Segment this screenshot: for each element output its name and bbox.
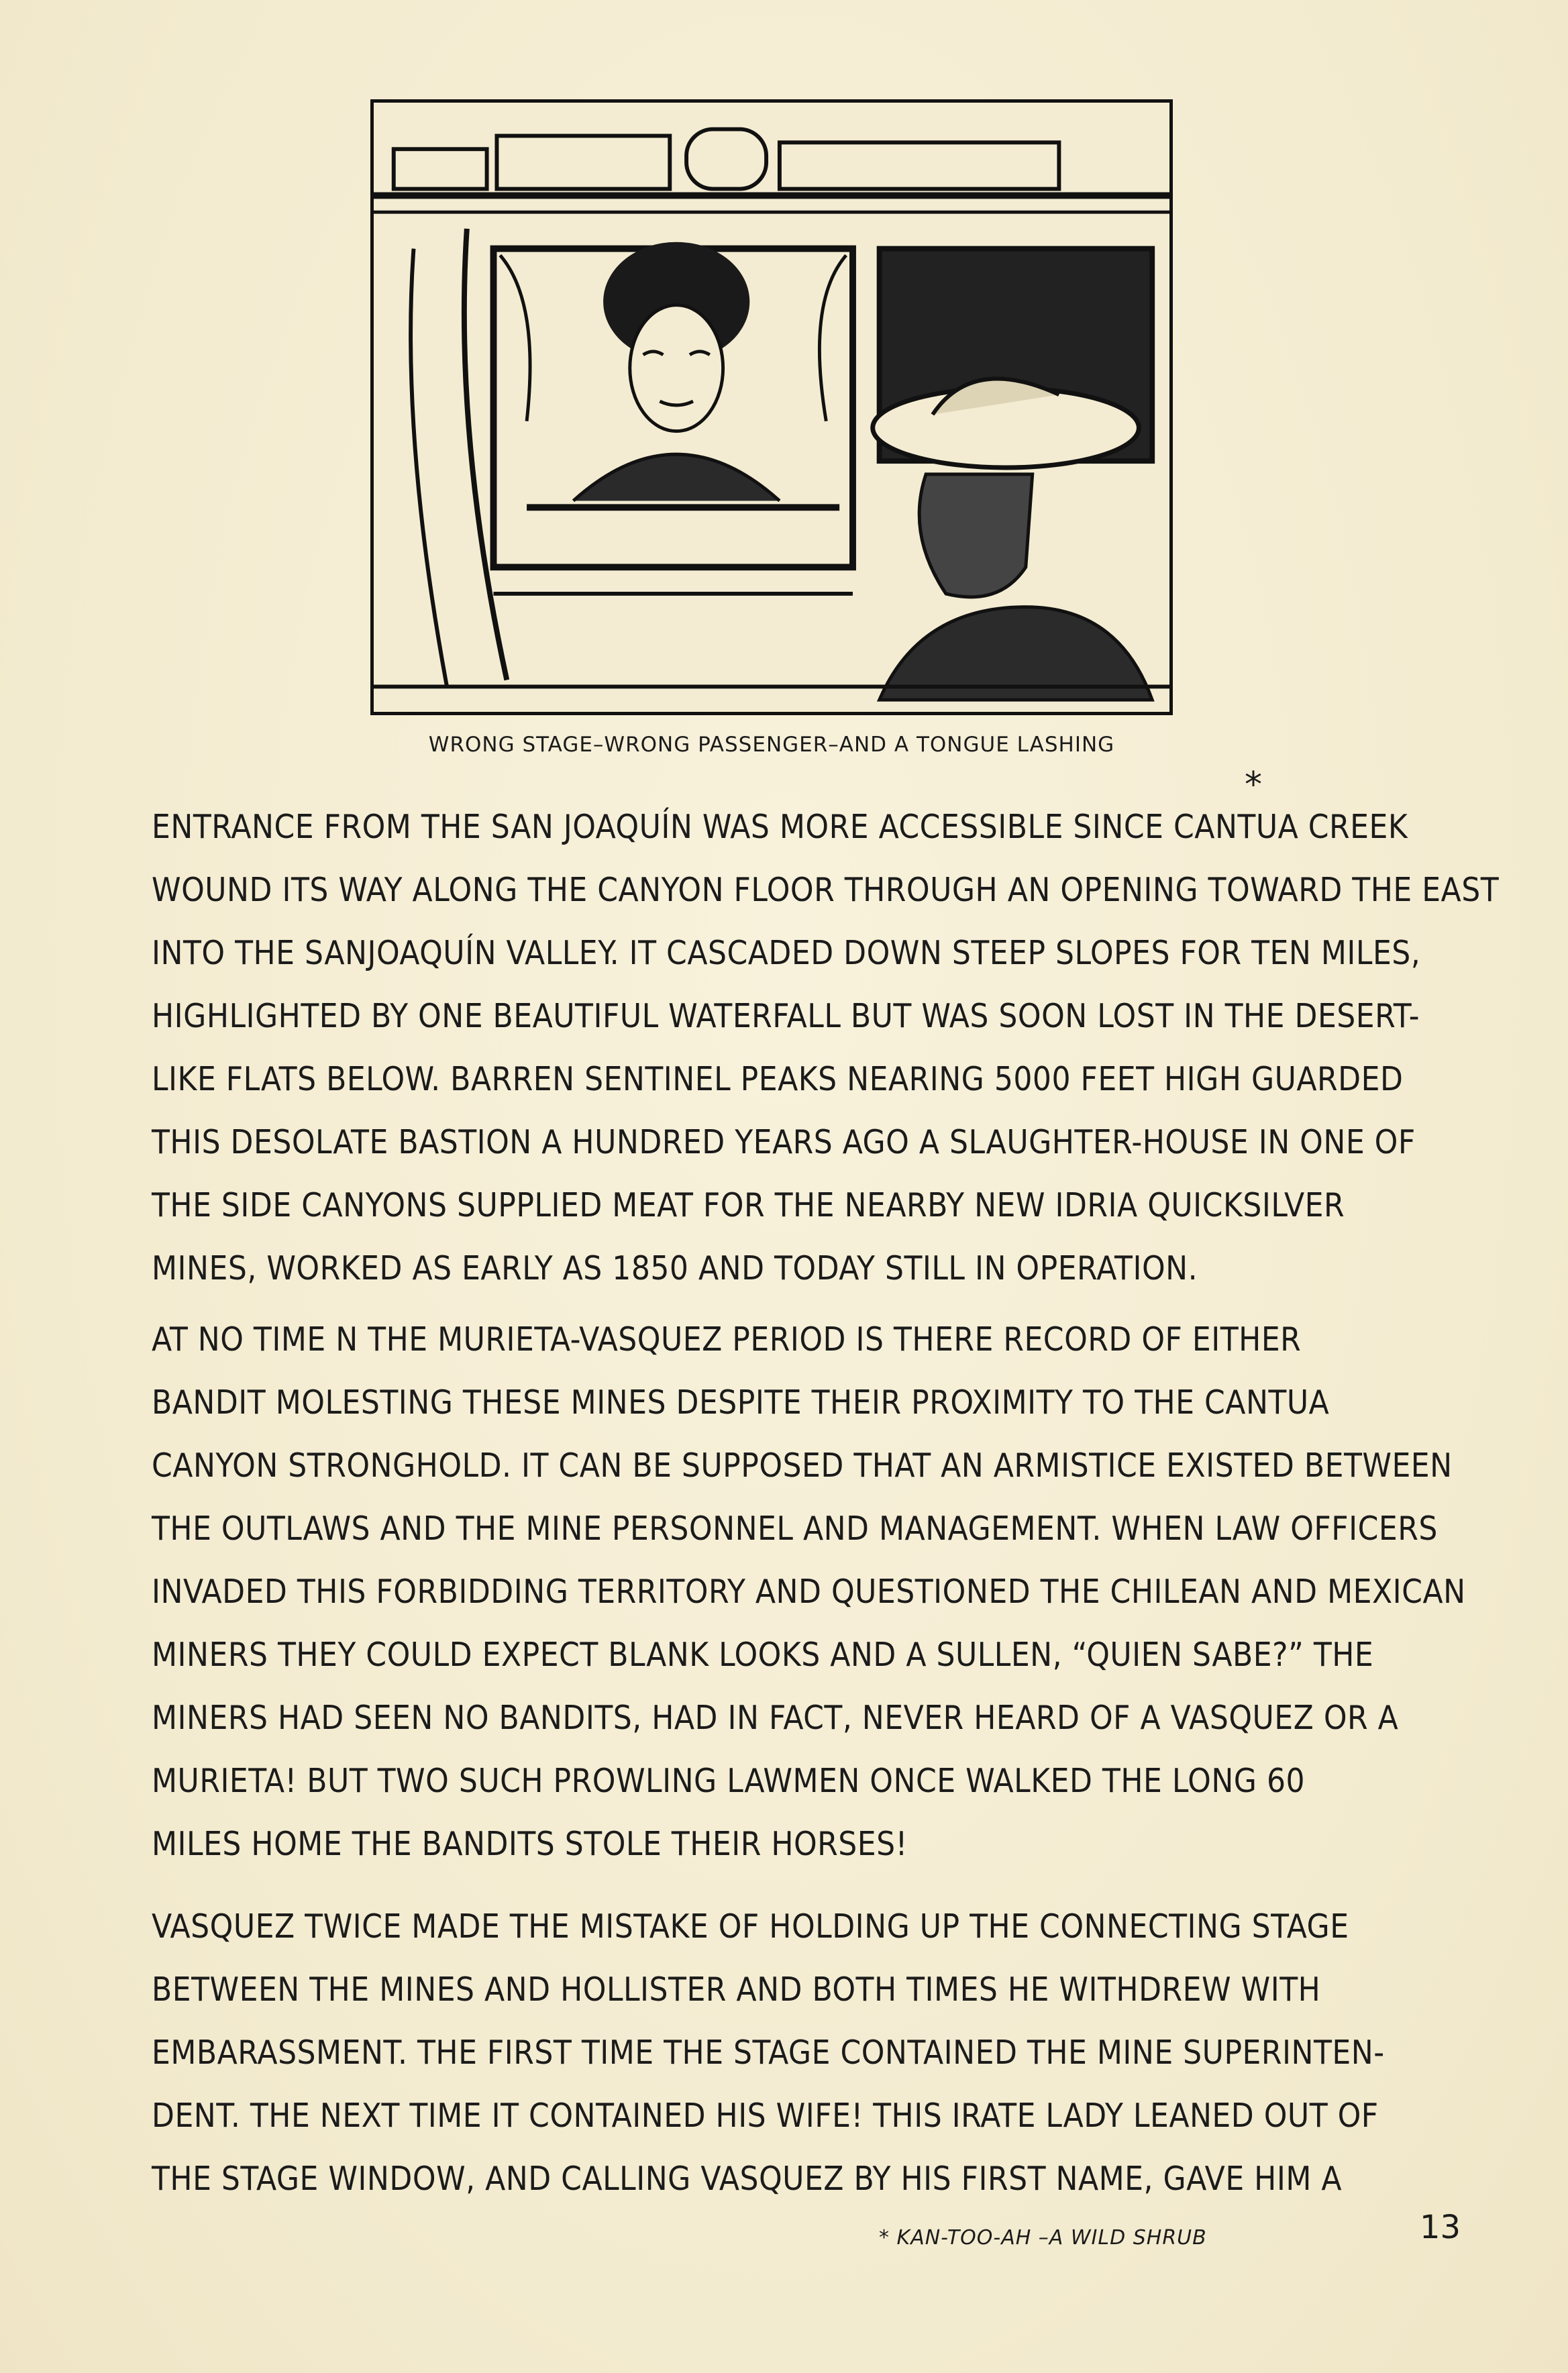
text-line: DENT. THE NEXT TIME IT CONTAINED HIS WIFE! THIS IRATE LADY LEANED OUT OF: [152, 2097, 1379, 2135]
paragraph-2: [152, 1308, 1466, 1876]
paragraph-1: [152, 796, 1500, 1300]
text-line: AT NO TIME N THE MURIETA-VASQUEZ PERIOD IS THERE RECORD OF EITHER: [152, 1320, 1302, 1359]
text-line: CANYON STRONGHOLD. IT CAN BE SUPPOSED THAT AN ARMISTICE EXISTED BETWEEN: [152, 1446, 1453, 1485]
text-line: THIS DESOLATE BASTION A HUNDRED YEARS AGO A SLAUGHTER-HOUSE IN ONE OF: [152, 1123, 1416, 1161]
text-line: HIGHLIGHTED BY ONE BEAUTIFUL WATERFALL BUT WAS SOON LOST IN THE DESERT-: [152, 997, 1420, 1035]
illustration-caption: WRONG STAGE–WRONG PASSENGER–AND A TONGUE LASHING: [428, 733, 1115, 757]
text-line: EMBARASSMENT. THE FIRST TIME THE STAGE CONTAINED THE MINE SUPERINTEN-: [152, 2034, 1385, 2072]
stagecoach-drawing: [374, 103, 1169, 712]
text-line: BANDIT MOLESTING THESE MINES DESPITE THEIR PROXIMITY TO THE CANTUA: [152, 1383, 1330, 1422]
text-line: WOUND ITS WAY ALONG THE CANYON FLOOR THROUGH AN OPENING TOWARD THE EAST: [152, 871, 1500, 909]
text-line: MURIETA! BUT TWO SUCH PROWLING LAWMEN ONCE WALKED THE LONG 60: [152, 1762, 1306, 1800]
text-line: INVADED THIS FORBIDDING TERRITORY AND QUESTIONED THE CHILEAN AND MEXICAN: [152, 1573, 1466, 1611]
text-line: THE SIDE CANYONS SUPPLIED MEAT FOR THE NEARBY NEW IDRIA QUICKSILVER: [152, 1186, 1345, 1224]
text-line: THE STAGE WINDOW, AND CALLING VASQUEZ BY HIS FIRST NAME, GAVE HIM A: [152, 2160, 1343, 2198]
footnote: * KAN-TOO-AH –A WILD SHRUB: [879, 2226, 1207, 2250]
text-line: LIKE FLATS BELOW. BARREN SENTINEL PEAKS NEARING 5000 FEET HIGH GUARDED: [152, 1060, 1404, 1098]
text-line: MILES HOME THE BANDITS STOLE THEIR HORSES!: [152, 1825, 908, 1863]
text-line: BETWEEN THE MINES AND HOLLISTER AND BOTH TIMES HE WITHDREW WITH: [152, 1970, 1321, 2009]
text-line: THE OUTLAWS AND THE MINE PERSONNEL AND MANAGEMENT. WHEN LAW OFFICERS: [152, 1510, 1438, 1548]
text-line: MINES, WORKED AS EARLY AS 1850 AND TODAY STILL IN OPERATION.: [152, 1249, 1198, 1287]
text-line: VASQUEZ TWICE MADE THE MISTAKE OF HOLDING UP THE CONNECTING STAGE: [152, 1907, 1349, 1946]
paragraph-3: [152, 1895, 1420, 2211]
page-number: 13: [1420, 2209, 1461, 2246]
text-line: ENTRANCE FROM THE SAN JOAQUÍN WAS MORE ACCESSIBLE SINCE CANTUA CREEK: [152, 808, 1408, 846]
illustration-stagecoach: [370, 99, 1173, 715]
text-line: MINERS HAD SEEN NO BANDITS, HAD IN FACT, NEVER HEARD OF A VASQUEZ OR A: [152, 1699, 1399, 1737]
text-line: MINERS THEY COULD EXPECT BLANK LOOKS AND A SULLEN, “QUIEN SABE?” THE: [152, 1636, 1374, 1674]
text-line: INTO THE SANJOAQUÍN VALLEY. IT CASCADED DOWN STEEP SLOPES FOR TEN MILES,: [152, 934, 1421, 972]
footnote-marker: *: [1245, 765, 1262, 805]
